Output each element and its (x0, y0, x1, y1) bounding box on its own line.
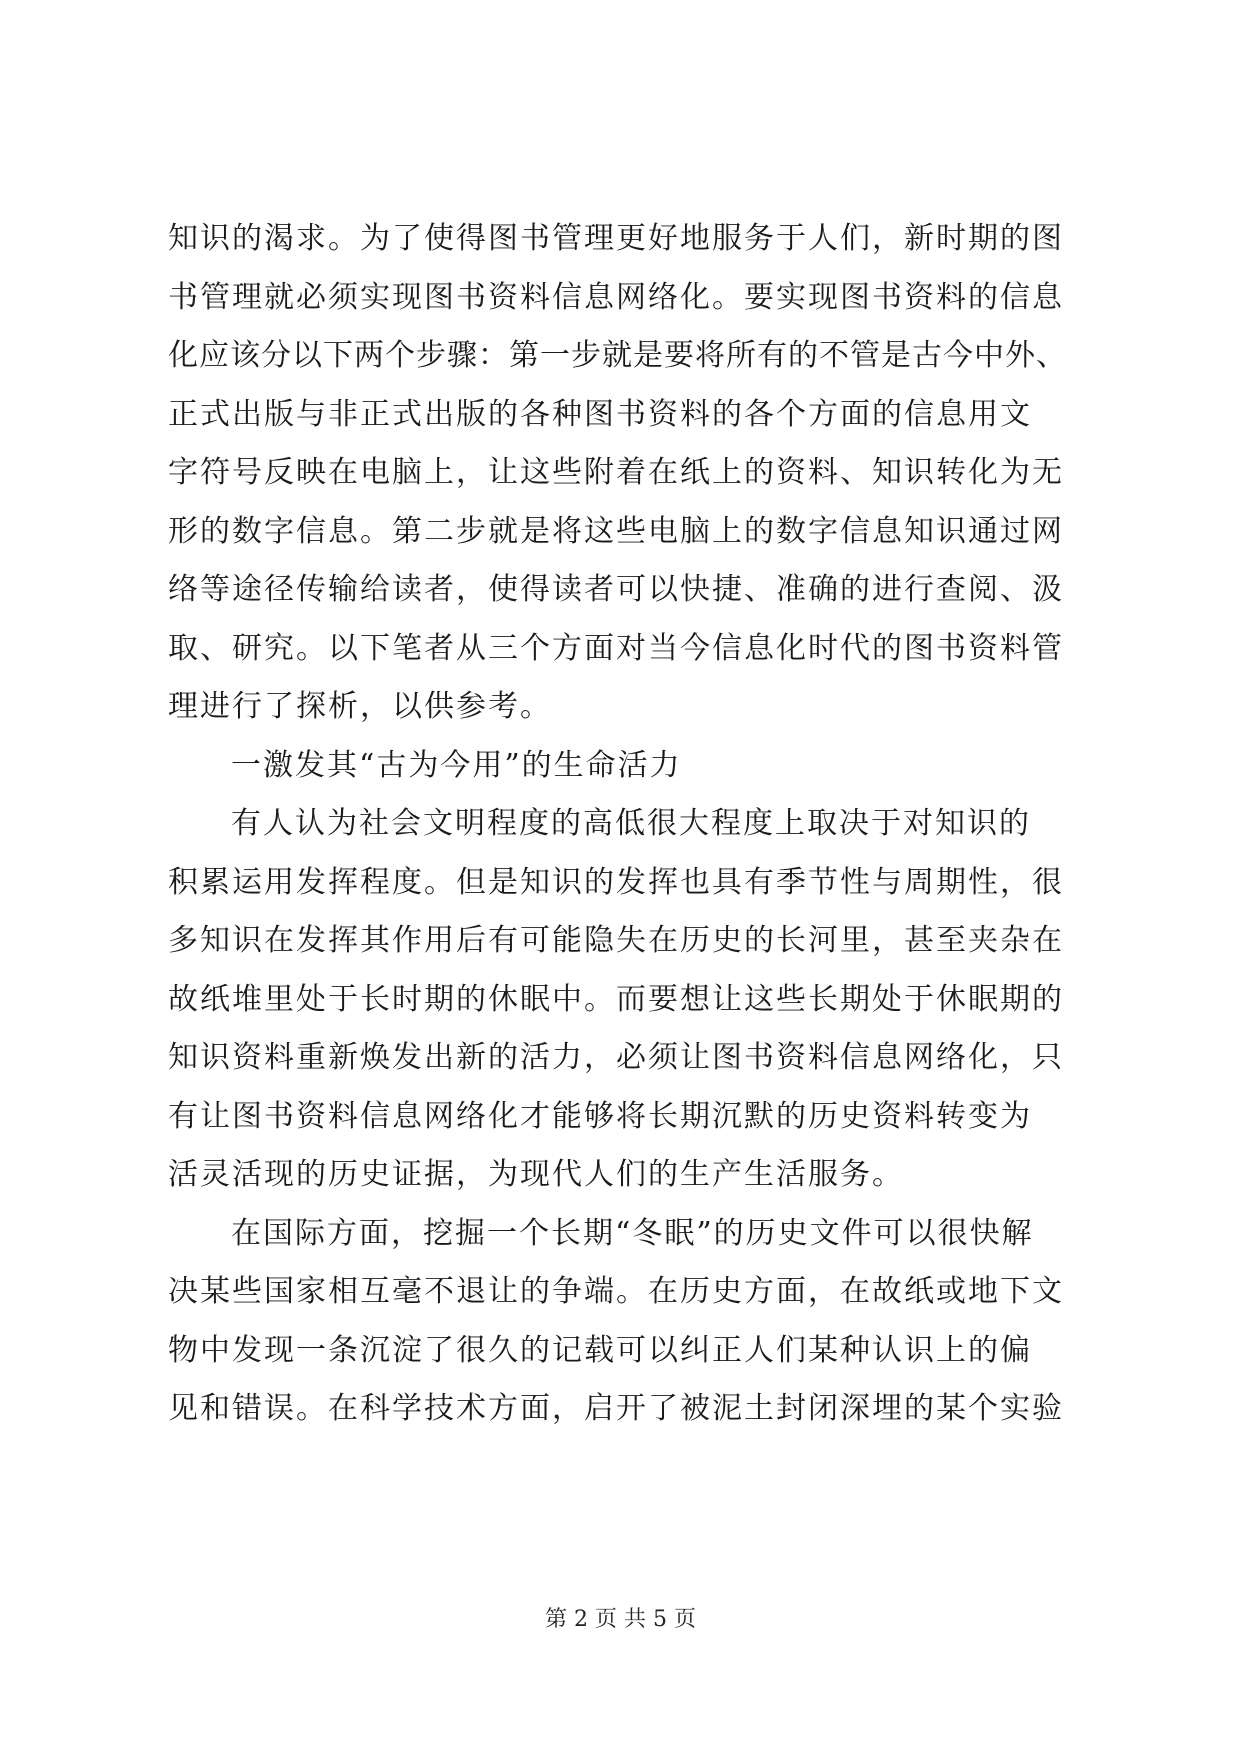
page-footer: 第 2 页 共 5 页 (545, 1607, 696, 1632)
text-line: 络等途径传输给读者，使得读者可以快捷、准确的进行查阅、汲 (168, 572, 1064, 607)
text-line: 化应该分以下两个步骤：第一步就是要将所有的不管是古今中外、 (168, 338, 1067, 373)
text-line: 有人认为社会文明程度的高低很大程度上取决于对知识的 (231, 806, 1031, 841)
text-line: 知识的渴求。为了使得图书管理更好地服务于人们，新时期的图 (168, 221, 1064, 256)
text-line: 多知识在发挥其作用后有可能隐失在历史的长河里，甚至夹杂在 (168, 923, 1064, 958)
body-text (168, 210, 1128, 1439)
text-line: 取、研究。以下笔者从三个方面对当今信息化时代的图书资料管 (168, 630, 1064, 666)
text-line: 物中发现一条沉淀了很久的记载可以纠正人们某种认识上的偏 (168, 1332, 1032, 1368)
text-line: 正式出版与非正式出版的各种图书资料的各个方面的信息用文 (168, 396, 1032, 432)
text-line: 知识资料重新焕发出新的活力，必须让图书资料信息网络化，只 (168, 1040, 1064, 1075)
text-line: 形的数字信息。第二步就是将这些电脑上的数字信息知识通过网 (168, 513, 1064, 549)
text-line: 在国际方面，挖掘一个长期“冬眠”的历史文件可以很快解 (231, 1215, 1034, 1251)
text-line: 决某些国家相互毫不退让的争端。在历史方面，在故纸或地下文 (168, 1274, 1064, 1309)
text-line: 理进行了探析，以供参考。 (168, 689, 552, 724)
text-line: 见和错误。在科学技术方面，启开了被泥土封闭深埋的某个实验 (168, 1391, 1064, 1426)
text-line: 书管理就必须实现图书资料信息网络化。要实现图书资料的信息 (168, 279, 1064, 315)
text-line: 活灵活现的历史证据，为现代人们的生产生活服务。 (168, 1157, 904, 1192)
text-line: 有让图书资料信息网络化才能够将长期沉默的历史资料转变为 (168, 1098, 1032, 1134)
text-line: 故纸堆里处于长时期的休眠中。而要想让这些长期处于休眠期的 (168, 981, 1064, 1017)
section-heading: 一激发其“古为今用”的生命活力 (231, 747, 682, 783)
text-line: 积累运用发挥程度。但是知识的发挥也具有季节性与周期性，很 (168, 864, 1064, 900)
text-line: 字符号反映在电脑上，让这些附着在纸上的资料、知识转化为无 (168, 455, 1064, 490)
